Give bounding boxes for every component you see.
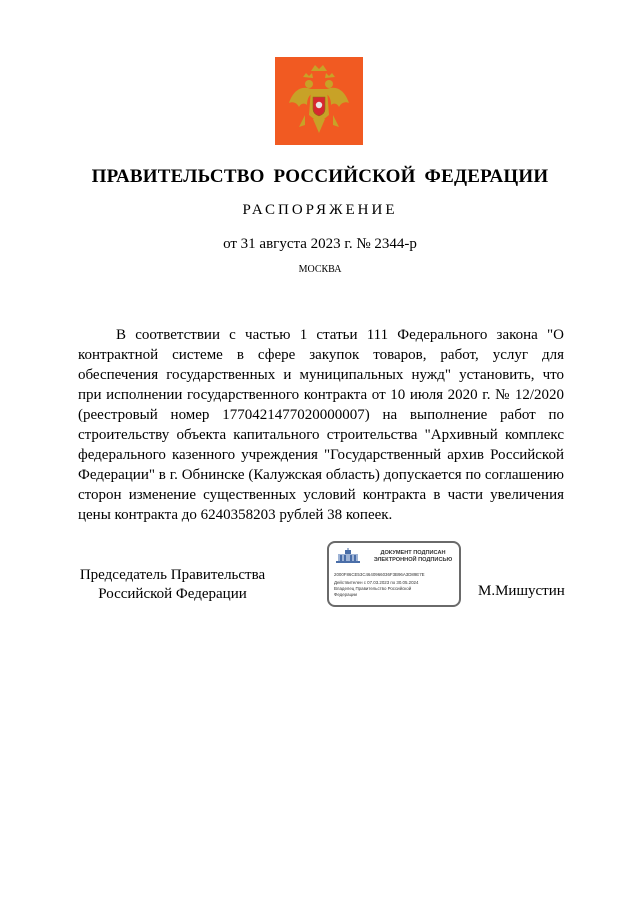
authority-heading: ПРАВИТЕЛЬСТВО РОССИЙСКОЙ ФЕДЕРАЦИИ [91, 166, 549, 187]
document-city: МОСКВА [298, 264, 342, 275]
stamp-owner-line-2: Федерации [334, 592, 357, 597]
russian-coat-of-arms-icon [275, 57, 363, 145]
coat-of-arms-emblem [275, 57, 363, 145]
stamp-validity: Действителен с 07.03.2023 по 30.05.2024 [334, 580, 419, 585]
order-paragraph: В соответствии с частью 1 статьи 111 Федерального закона "О контрактной системе в сфере закупок товаров, работ, услуг для обеспечения государственных и муниципальных нужд" установить, что при исполнении государственного контракта от 10 июля 2020 г. № 12/2020 (реестровый номер 1770421477020000007) на выполнение работ по строительству объекта капитального строительства "Архивный комплекс федерального казенного учреждения "Государственный архив Российской Федерации" в г. Обнинске (Калужская область) допускается по соглашению сторон изменение существенных условий контракта в части увеличения цены контракта до 6240358203 рублей 38 копеек. [78, 327, 564, 523]
signer-position-line-1: Председатель Правительства [79, 567, 266, 583]
signer-position-line-2: Российской Федерации [98, 586, 247, 602]
signer-name: М.Мишустин [478, 583, 565, 599]
stamp-certificate-id: 2000F86CE53C4640966036F3B96A3D89E7E [334, 572, 425, 577]
electronic-signature-stamp [327, 541, 461, 607]
government-building-icon [335, 548, 361, 564]
document-date-number: от 31 августа 2023 г. № 2344-р [223, 236, 417, 252]
signer-position [70, 566, 275, 604]
document-type: РАСПОРЯЖЕНИЕ [242, 202, 398, 218]
stamp-heading-line-2: ЭЛЕКТРОННОЙ ПОДПИСЬЮ [373, 557, 453, 563]
stamp-owner-line-1: Владелец Правительство Российской [334, 586, 412, 591]
stamp-heading-line-1: ДОКУМЕНТ ПОДПИСАН [380, 550, 446, 556]
stamp-heading [367, 550, 459, 564]
